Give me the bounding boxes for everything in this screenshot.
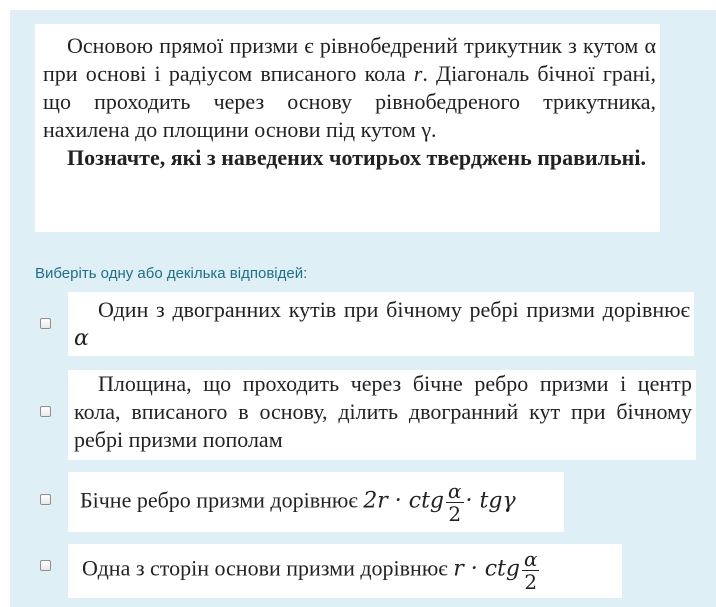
option-3[interactable] [40,494,51,505]
question-text-part-1: Основою прямої призми є рівнобедрений трикутник з кутом α при основі і радіусом вписаного кола [43,33,656,86]
option-1-text: Один з двогранних кутів при бічному ребрі призми дорівнює [98,297,690,322]
option-3-text: Бічне ребро призми дорівнює [80,487,364,513]
option-4[interactable] [40,560,51,571]
question-text [43,32,656,144]
option-2-label[interactable] [68,370,696,460]
option-3-math-tg: · tgγ [465,488,516,514]
answer-prompt: Виберіть одну або декілька відповідей: [35,265,308,282]
option-1-label[interactable] [68,292,694,356]
option-2-checkbox[interactable] [40,406,51,417]
option-4-text: Одна з сторін основи призми дорівнює [82,555,454,581]
option-1-checkbox[interactable] [40,318,51,329]
option-4-fraction-numerator: α [523,547,538,571]
option-2-text: Площина, що проходить через бічне ребро призми і центр кола, вписаного в основу, ділить двогранний кут при бічному ребрі призми пополам [74,371,692,452]
question-panel [10,10,716,607]
radius-symbol: r [413,61,423,86]
option-2[interactable] [40,406,51,417]
option-4-fraction [522,548,540,593]
question-instruction: Позначте, які з наведених чотирьох тверджень правильні. [67,145,646,170]
option-3-fraction-denominator: 2 [448,502,462,526]
option-3-fraction [446,480,464,525]
option-3-checkbox[interactable] [40,494,51,505]
option-4-fraction-denominator: 2 [524,570,538,594]
option-1-math: α [74,326,89,351]
question-text-part-2: . Діагональ бічної грані, що проходить через основу рівнобедреного трикутника, нахилена до площини основи під кутом γ. [43,61,656,142]
option-4-label[interactable] [68,544,622,598]
option-3-fraction-numerator: α [448,479,462,503]
option-1[interactable] [40,318,51,329]
option-3-label[interactable] [68,472,564,532]
question-text-box [35,24,660,232]
option-3-math-ctg: 2r · ctg [363,488,445,514]
option-4-checkbox[interactable] [40,560,51,571]
option-4-math-ctg: r · ctg [453,556,520,582]
